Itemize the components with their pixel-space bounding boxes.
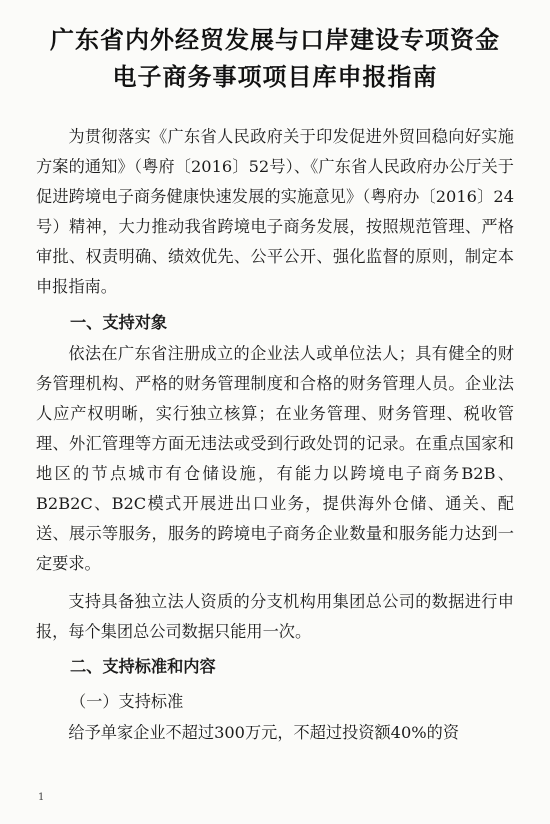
section-1-heading: 一、支持对象 <box>70 313 168 332</box>
intro-paragraph: 为贯彻落实《广东省人民政府关于印发促进外贸回稳向好实施方案的通知》（粤府〔2016〕52号）、《广东省人民政府办公厅关于促进跨境电子商务健康快速发展的实施意见》（粤府办〔2016〕24号）精神，大力推动我省跨境电子商务发展，按照规范管理、严格审批、权责明确、绩效优先、公平公开、强化监督的原则，制定本申报指南。 <box>36 127 514 296</box>
section-2-heading: 二、支持标准和内容 <box>70 657 216 676</box>
section-1-paragraph-1: 依法在广东省注册成立的企业法人或单位法人；具有健全的财务管理机构、严格的财务管理制度和合格的财务管理人员。企业法人应产权明晰，实行独立核算；在业务管理、财务管理、税收管理、外汇管理等方面无违法或受到行政处罚的记录。在重点国家和地区的节点城市有仓储设施，有能力以跨境电子商务B2B、B2B2C、B2C模式开展进出口业务，提供海外仓储、通关、配送、展示等服务，服务的跨境电子商务企业数量和服务能力达到一定要求。 <box>36 344 514 573</box>
section-1-paragraph-2: 支持具备独立法人资质的分支机构用集团总公司的数据进行申报，每个集团总公司数据只能用一次。 <box>36 592 514 641</box>
section-2-subheading: （一）支持标准 <box>70 692 184 711</box>
page-number: 1 <box>38 792 45 803</box>
document-title-line-2: 电子商务事项项目库申报指南 <box>112 63 438 91</box>
document-title-line-1: 广东省内外经贸发展与口岸建设专项资金 <box>50 26 500 54</box>
section-2-paragraph-1: 给予单家企业不超过300万元，不超过投资额40%的资 <box>68 723 460 742</box>
